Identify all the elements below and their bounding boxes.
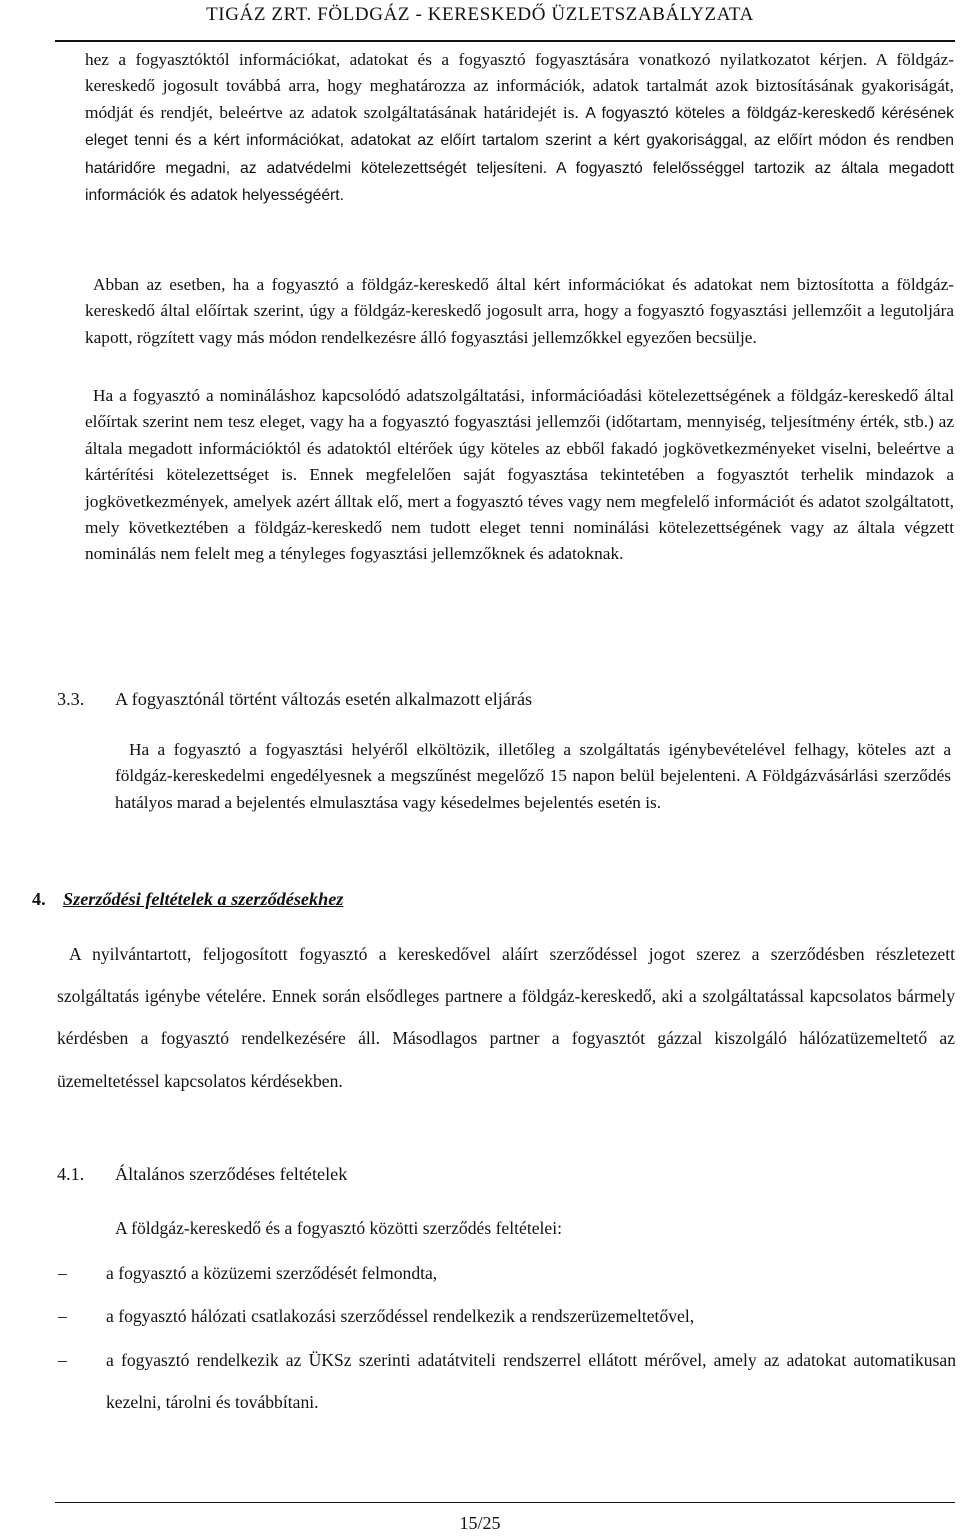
page-number: 15/25	[459, 1513, 501, 1533]
section-4-1-intro: A földgáz-kereskedő és a fogyasztó közötti szerződés feltételei:	[115, 1218, 562, 1238]
dash-bullet-icon: –	[58, 1306, 67, 1326]
section-4-number: 4.	[32, 889, 46, 909]
dash-bullet-icon: –	[58, 1350, 67, 1370]
paragraph-information-request	[85, 47, 954, 209]
list-item	[58, 1339, 956, 1423]
dash-bullet-icon: –	[58, 1263, 67, 1283]
list-item-text: a fogyasztó rendelkezik az ÜKSz szerinti adatátviteli rendszerrel ellátott mérővel, amely az adatokat automatikusan kezelni, tárolni és továbbítani.	[106, 1350, 956, 1412]
document-header: TIGÁZ ZRT. FÖLDGÁZ - KERESKEDŐ ÜZLETSZABÁLYZATA	[206, 4, 754, 25]
paragraph-nomination	[85, 383, 954, 568]
paragraph-estimation	[85, 272, 954, 351]
section-4-title: Szerződési feltételek a szerződésekhez	[63, 889, 344, 909]
list-item-text: a fogyasztó hálózati csatlakozási szerződéssel rendelkezik a rendszerüzemeltetővel,	[106, 1306, 695, 1326]
paragraph-text: Abban az esetben, ha a fogyasztó a földgáz-kereskedő által kért információkat és adatokat nem biztosította a földgáz-kereskedő által előírtak szerint, úgy a földgáz-kereskedő jogosult arra, hogy a fogyasztó fogyasztási jellemzőit a legutoljára kapott, rögzített vagy más módon rendelkezésre álló fogyasztási jellemzőkkel egyezően becsülje.	[85, 275, 954, 347]
section-4-1-title: Általános szerződéses feltételek	[115, 1164, 348, 1184]
paragraph-text-sans: A fogyasztó köteles a földgáz-kereskedő kérésének eleget tenni és a kért információkat, adatokat az előírt tartalom szerint a kért gyakorisággal, az előírt módon és rendben határidőre megadni, az adatvédelmi kötelezettségét teljesíteni. A fogyasztó felelősséggel tartozik az általa megadott információk és adatok helyességéért.	[85, 104, 954, 205]
section-4-1-number: 4.1.	[57, 1164, 85, 1184]
header-rule	[55, 40, 955, 42]
paragraph-text: hez a fogyasztóktól információkat, adatokat és a fogyasztó fogyasztására vonatkozó nyilatkozatot kérjen. A földgáz-kereskedő jogosult továbbá arra, hogy meghatározza az információk, adatok tartalmát azok biztosításának gyakoriságát, módját és rendjét, beleértve az adatok szolgáltatásának határidejét is.	[85, 50, 954, 122]
list-item	[58, 1252, 956, 1294]
paragraph-text: Ha a fogyasztó a nomináláshoz kapcsolódó adatszolgáltatási, információadási kötelezettségének a földgáz-kereskedő által előírtak szerint nem tesz eleget, vagy ha a fogyasztó fogyasztási jellemzői (időtartam, mennyiség, teljesítmény érték, stb.) az általa megadott információktól és adatoktól eltérőek úgy köteles az ebből fakadó jogkövetkezményeket viselni, beleértve a kártérítési kötelezettséget is. Ennek megfelelően saját fogyasztása tekintetében a fogyasztót terhelik mindazok a jogkövetkezmények, amelyek azért álltak elő, mert a fogyasztó téves vagy nem megfelelő információt és adatot szolgáltatott, mely következtében a földgáz-kereskedő nem tudott eleget tenni nominálási kötelezettségének vagy az általa végzett nominálás nem felelt meg a tényleges fogyasztási jellemzőknek és adatoknak.	[85, 386, 954, 564]
list-item-text: a fogyasztó a közüzemi szerződését felmondta,	[106, 1263, 438, 1283]
footer-rule	[55, 1502, 955, 1503]
list-item	[58, 1295, 956, 1337]
section-4-body: A nyilvántartott, feljogosított fogyasztó a kereskedővel aláírt szerződéssel jogot szerez a szerződésben részletezett szolgáltatás igénybe vételére. Ennek során elsődleges partnere a földgáz-kereskedő, aki a szolgáltatással kapcsolatos bármely kérdésben a fogyasztó rendelkezésére áll. Másodlagos partner a fogyasztót gázzal kiszolgáló hálózatüzemeltető az üzemeltetéssel kapcsolatos kérdésekben.	[57, 944, 955, 1091]
section-3-3-number: 3.3.	[57, 689, 85, 709]
section-3-3-body: Ha a fogyasztó a fogyasztási helyéről elköltözik, illetőleg a szolgáltatás igénybevételével felhagy, köteles azt a földgáz-kereskedelmi engedélyesnek a megszűnést megelőző 15 napon belül bejelenteni. A Földgázvásárlási szerződés hatályos marad a bejelentés elmulasztása vagy késedelmes bejelentés esetén is.	[115, 740, 951, 812]
section-3-3-title: A fogyasztónál történt változás esetén alkalmazott eljárás	[115, 689, 533, 709]
